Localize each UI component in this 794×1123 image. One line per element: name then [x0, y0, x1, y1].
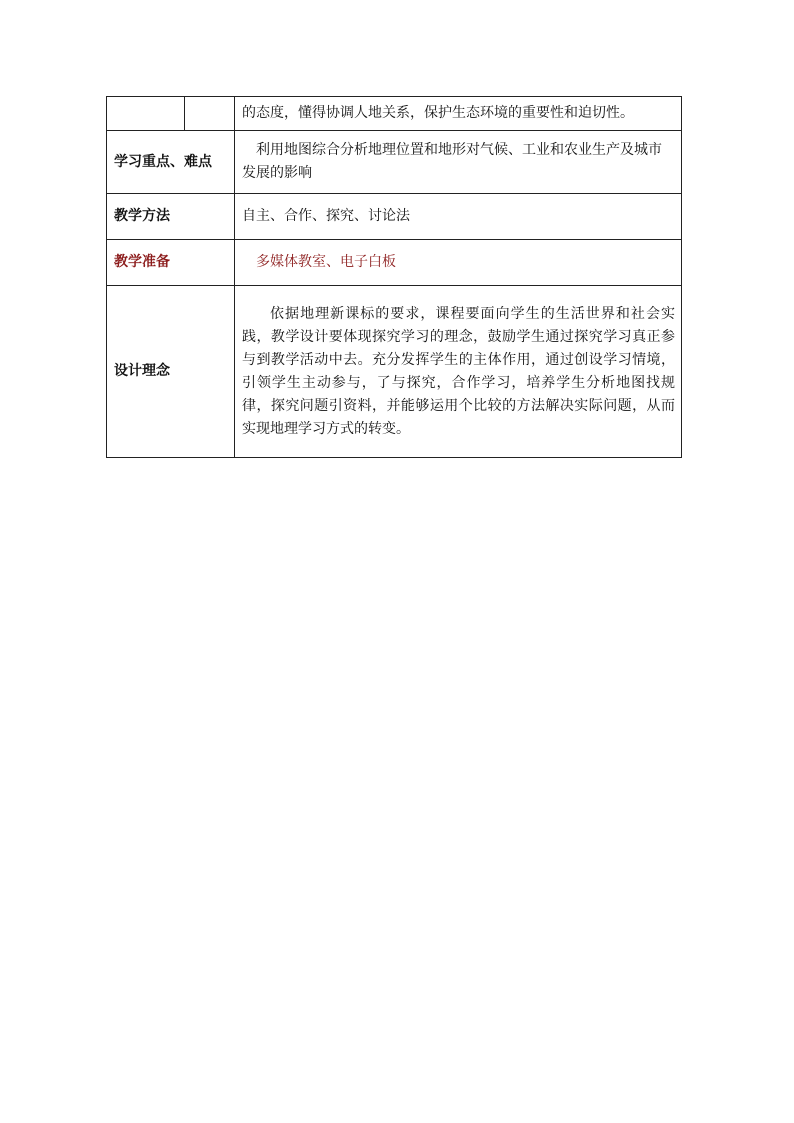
table-row-design-concept	[107, 286, 682, 458]
continued-content-cell: 的态度，懂得协调人地关系，保护生态环境的重要性和迫切性。	[235, 97, 682, 131]
table-row-key-points	[107, 131, 682, 194]
design-concept-content: 依据地理新课标的要求，课程要面向学生的生活世界和社会实践，教学设计要体现探究学习的理念，鼓励学生通过探究学习真正参与到教学活动中去。充分发挥学生的主体作用，通过创设学习情境，引领学生主动参与，了与探究，合作学习，培养学生分析地图找规律，探究问题引资料，并能够运用个比较的方法解决实际问题，从而实现地理学习方式的转变。	[235, 286, 682, 458]
preparation-content: 多媒体教室、电子白板	[235, 240, 682, 286]
table-row-preparation	[107, 240, 682, 286]
design-concept-label: 设计理念	[107, 286, 235, 458]
teaching-method-content: 自主、合作、探究、讨论法	[235, 194, 682, 240]
empty-cell-left	[107, 97, 185, 131]
preparation-label: 教学准备	[107, 240, 235, 286]
table-row-continued	[107, 97, 682, 131]
teaching-method-label: 教学方法	[107, 194, 235, 240]
key-points-content: 利用地图综合分析地理位置和地形对气候、工业和农业生产及城市发展的影响	[235, 131, 682, 194]
key-points-label: 学习重点、难点	[107, 131, 235, 194]
lesson-plan-table	[106, 96, 682, 458]
empty-cell-middle	[185, 97, 235, 131]
table-row-teaching-method	[107, 194, 682, 240]
